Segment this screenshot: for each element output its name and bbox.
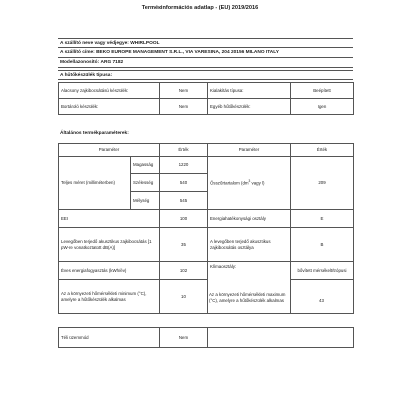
general-params-heading: Általános termékparaméterek:	[60, 131, 129, 136]
table-row	[59, 262, 354, 280]
supplier-name-label: A szállító neve vagy védjegye:	[60, 40, 129, 46]
overall-dimensions-label: Teljes méret (milliméterben)	[59, 157, 131, 210]
param-col-header-2: Paraméter	[208, 144, 291, 157]
min-ambient-temp-label: Az a környezeti hőmérsékleti minimum (°C), amelyre a hűtőkészülék alkalmas	[59, 280, 160, 314]
supplier-address-row	[58, 48, 353, 58]
table-row	[59, 328, 354, 348]
height-value: 1220	[160, 157, 208, 174]
winter-mode-label: Téli üzemmód	[59, 328, 160, 348]
other-fridge-value: Igen	[291, 99, 354, 115]
depth-value: 545	[160, 192, 208, 210]
table-row	[59, 228, 354, 262]
supplier-address-value: BEKO EUROPE MANAGEMENT S.R.L., VIA VARESINA, 204 20156 MILANO ITALY	[96, 50, 279, 55]
wine-storage-value: Nem	[160, 99, 208, 115]
climate-class-label: Klímaosztály:	[208, 262, 291, 314]
value-col-header-2: Érték	[291, 144, 354, 157]
depth-label: Mélység	[131, 192, 160, 210]
eei-label: EEI	[59, 210, 160, 228]
supplier-address-label: A szállító címe:	[60, 50, 95, 55]
total-volume-value: 209	[291, 157, 354, 210]
supplier-name-row	[58, 38, 353, 48]
param-col-header: Paraméter	[59, 144, 160, 157]
noise-emission-value: 35	[160, 228, 208, 262]
height-label: Magasság	[131, 157, 160, 174]
max-ambient-temp-placeholder	[291, 280, 354, 314]
table-row	[59, 280, 354, 314]
supplier-name-value: WHIRLPOOL	[130, 40, 160, 46]
min-ambient-temp-value: 10	[160, 280, 208, 314]
model-value: ARG 7182	[100, 60, 124, 65]
max-ambient-temp-value: 43	[319, 298, 324, 303]
table-row	[59, 157, 354, 174]
eei-value: 100	[160, 210, 208, 228]
annual-energy-value: 102	[160, 262, 208, 280]
climate-class-value: bővített mérsékelt/trópusi	[291, 262, 354, 280]
width-value: 540	[160, 174, 208, 192]
annual-energy-label: Éves energiafogyasztás (kWh/év)	[59, 262, 160, 280]
table-row	[59, 144, 354, 157]
model-row	[58, 58, 353, 68]
document-title: Terméкinformációs adatlap - (EU) 2019/2016	[141, 5, 259, 11]
model-label: Modellazonosító:	[60, 60, 100, 65]
table-row	[59, 83, 354, 99]
table-row	[59, 99, 354, 115]
value-col-header: Érték	[160, 144, 208, 157]
table-row	[59, 210, 354, 228]
params-table	[58, 143, 354, 314]
energy-class-value: E	[291, 210, 354, 228]
winter-mode-table	[58, 327, 354, 348]
max-ambient-temp-label: Az a környezeti hőmérsékleti maximum (°C), amelyre a hűtőkészülék alkalmas	[209, 292, 286, 303]
low-noise-value: Nem	[160, 83, 208, 99]
noise-class-value: B	[291, 228, 354, 262]
width-label: Szélesség	[131, 174, 160, 192]
design-type-label: Kialakítás típusa:	[208, 83, 291, 99]
winter-mode-empty	[208, 328, 354, 348]
design-type-value: Beépített	[291, 83, 354, 99]
energy-class-label: Energiahatékonysági osztály	[208, 210, 291, 228]
noise-class-label: A levegőben terjedő akusztikus zajkibocsátás osztálya	[208, 228, 291, 262]
wine-storage-label: Bortároló készülék:	[59, 99, 160, 115]
low-noise-label: Alacsony zajkibocsátású készülék:	[59, 83, 160, 99]
type-table	[58, 82, 354, 115]
other-fridge-label: Egyéb hűtőkészülék:	[208, 99, 291, 115]
winter-mode-value: Nem	[160, 328, 208, 348]
total-volume-label: Összűrtartalom ($dm^3$ vagy l)	[208, 157, 291, 210]
fridge-type-heading: A hűtőkészülék típusa:	[58, 70, 353, 80]
noise-emission-label: Levegőben terjedő akusztikus zajkibocsátás [1 pW-re vonatkoztatott dB(A)]	[59, 228, 160, 262]
